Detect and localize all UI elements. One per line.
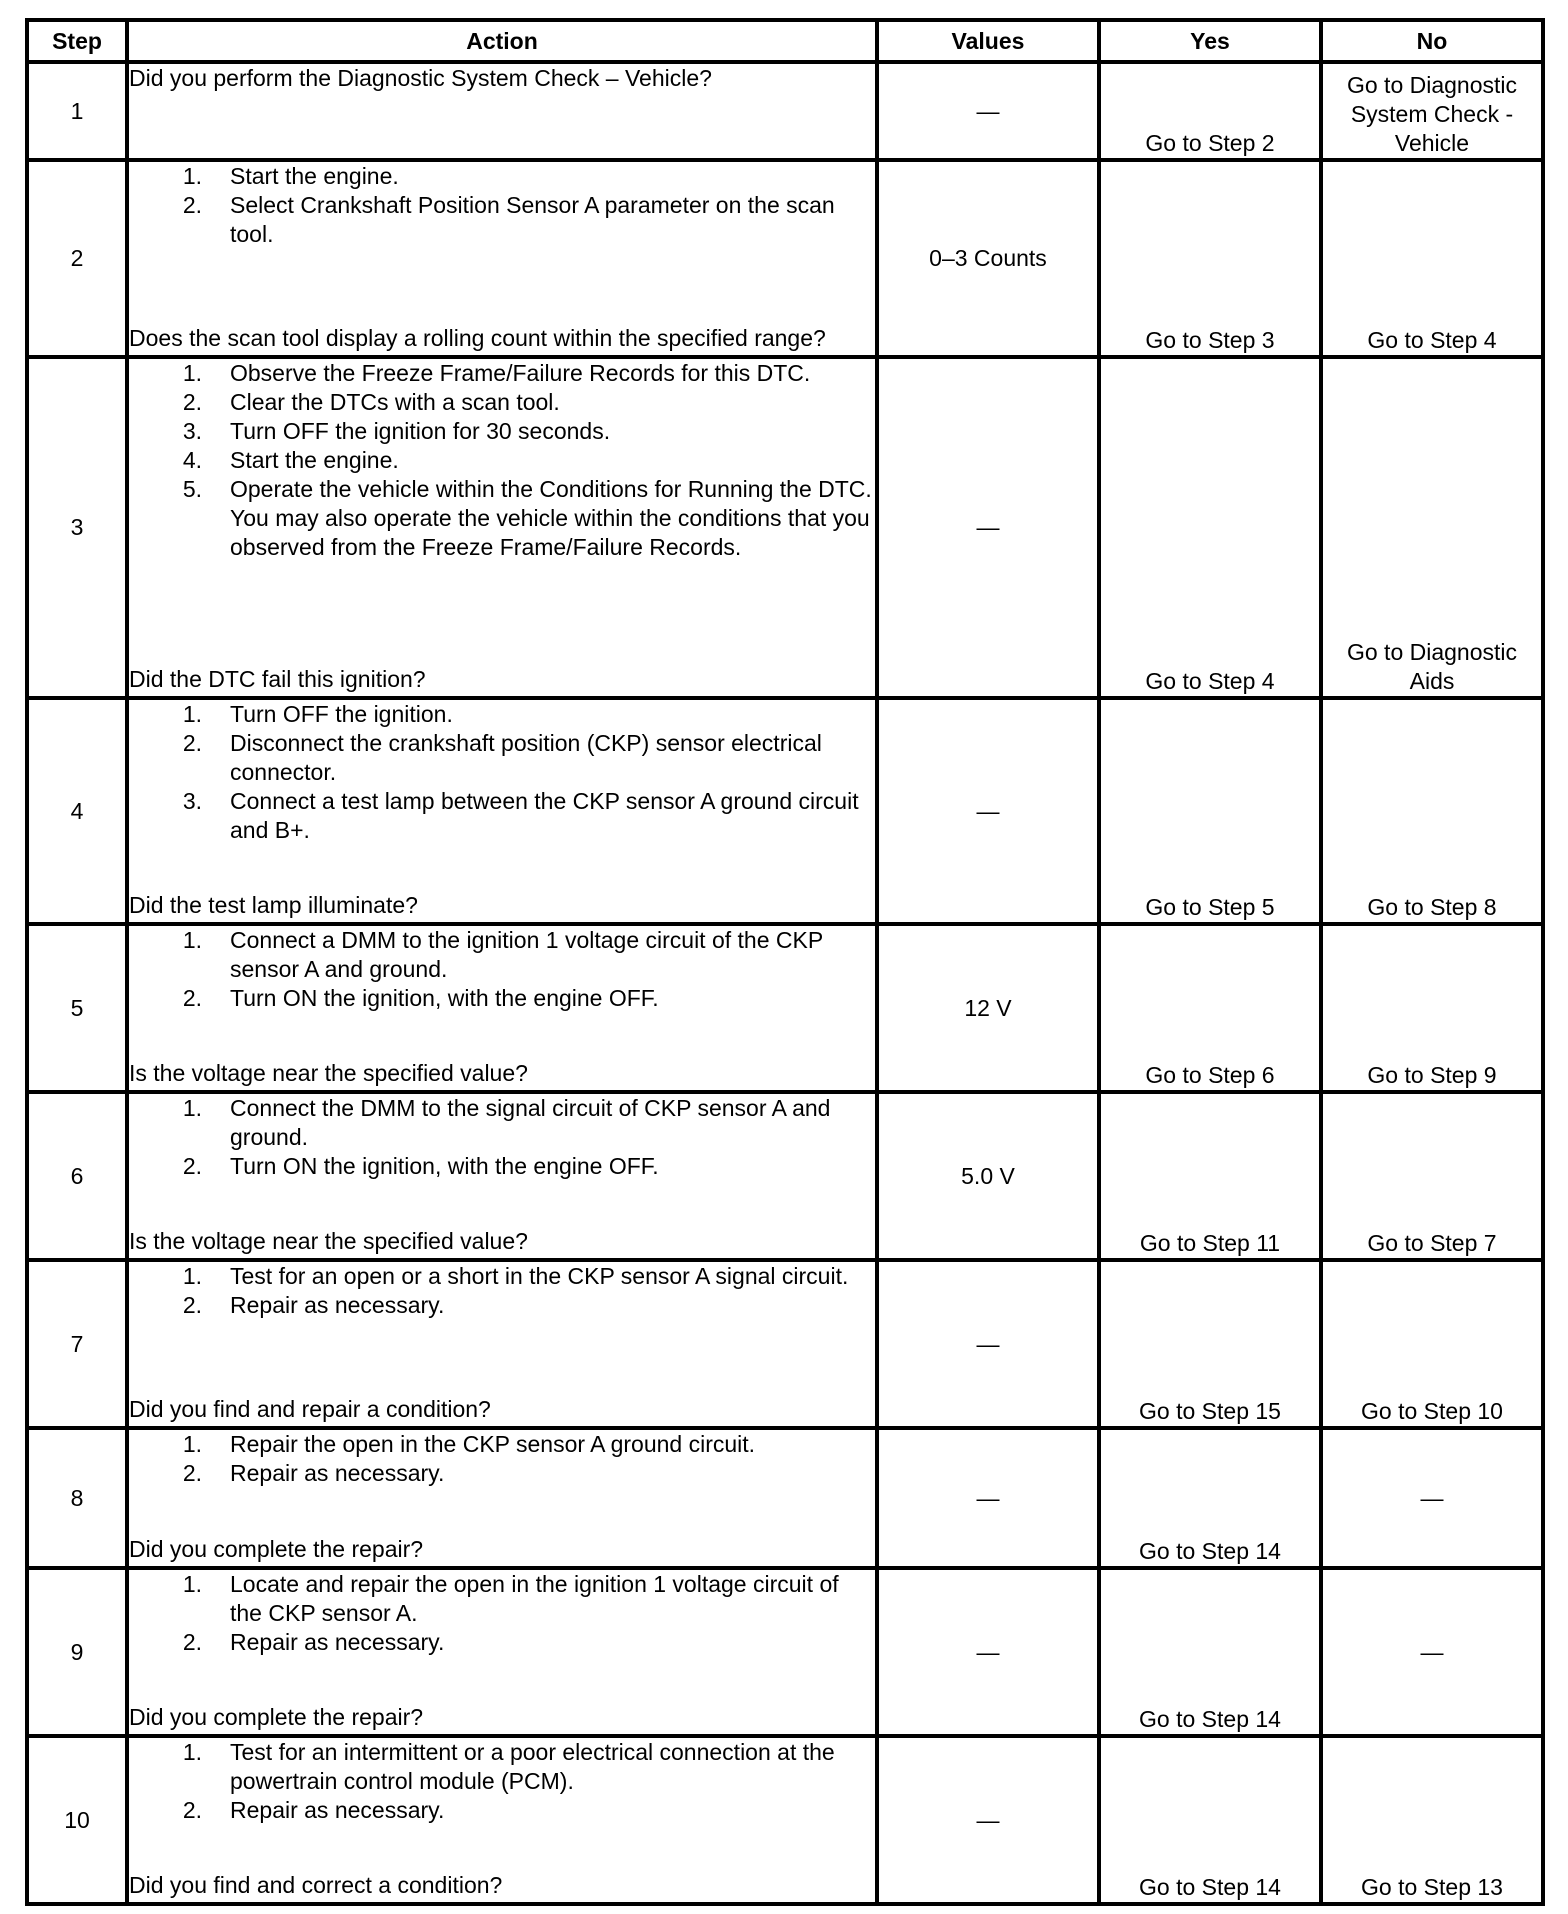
action-cell bbox=[127, 1736, 877, 1904]
action-step-number: 1. bbox=[182, 360, 202, 386]
action-steps-list bbox=[129, 1430, 875, 1488]
no-cell: Go to Step 8 bbox=[1321, 698, 1543, 924]
yes-cell: Go to Step 11 bbox=[1099, 1092, 1321, 1260]
action-steps-list bbox=[129, 700, 875, 845]
action-step-text: Turn ON the ignition, with the engine OFF. bbox=[230, 1153, 659, 1179]
action-cell bbox=[127, 1260, 877, 1428]
action-step-text: Test for an open or a short in the CKP sensor A signal circuit. bbox=[230, 1263, 849, 1289]
action-step bbox=[129, 417, 875, 446]
action-step-number: 1. bbox=[182, 1571, 202, 1597]
action-step bbox=[129, 926, 875, 984]
table-row bbox=[27, 357, 1543, 698]
action-step bbox=[129, 191, 875, 249]
diagnostic-table bbox=[25, 18, 1545, 1906]
action-step bbox=[129, 1459, 875, 1488]
action-step-number: 2. bbox=[182, 1153, 202, 1179]
action-step bbox=[129, 1628, 875, 1657]
step-number: 3 bbox=[27, 357, 127, 698]
action-step bbox=[129, 984, 875, 1013]
table-row bbox=[27, 1428, 1543, 1568]
table-row bbox=[27, 62, 1543, 160]
no-cell: Go to Diagnostic Aids bbox=[1321, 357, 1543, 698]
yes-cell: Go to Step 4 bbox=[1099, 357, 1321, 698]
action-step-text: Test for an intermittent or a poor electrical connection at the powertrain control module (PCM). bbox=[230, 1739, 835, 1794]
no-cell: Go to Step 9 bbox=[1321, 924, 1543, 1092]
header-action: Action bbox=[127, 20, 877, 62]
action-step bbox=[129, 359, 875, 388]
action-steps-list bbox=[129, 1738, 875, 1825]
step-number: 6 bbox=[27, 1092, 127, 1260]
header-yes: Yes bbox=[1099, 20, 1321, 62]
step-number: 10 bbox=[27, 1736, 127, 1904]
table-row bbox=[27, 160, 1543, 357]
value-cell: — bbox=[877, 1428, 1099, 1568]
action-step-number: 1. bbox=[182, 927, 202, 953]
action-step-text: Connect a test lamp between the CKP sensor A ground circuit and B+. bbox=[230, 788, 859, 843]
step-number: 7 bbox=[27, 1260, 127, 1428]
action-steps-list bbox=[129, 1570, 875, 1657]
action-step-number: 1. bbox=[182, 163, 202, 189]
action-step-text: Start the engine. bbox=[230, 163, 399, 189]
no-cell: Go to Step 4 bbox=[1321, 160, 1543, 357]
action-question: Did you find and repair a condition? bbox=[129, 1396, 491, 1422]
action-step-number: 4. bbox=[182, 447, 202, 473]
action-step-text: Connect the DMM to the signal circuit of CKP sensor A and ground. bbox=[230, 1095, 831, 1150]
action-step-text: Repair the open in the CKP sensor A ground circuit. bbox=[230, 1431, 756, 1457]
yes-cell: Go to Step 15 bbox=[1099, 1260, 1321, 1428]
action-step-text: Observe the Freeze Frame/Failure Records for this DTC. bbox=[230, 360, 811, 386]
action-step-text: Operate the vehicle within the Conditions for Running the DTC. You may also operate the vehicle within the conditions that you observed from the Freeze Frame/Failure Records. bbox=[230, 476, 872, 560]
action-step-text: Turn ON the ignition, with the engine OFF. bbox=[230, 985, 659, 1011]
action-question: Is the voltage near the specified value? bbox=[129, 1060, 528, 1086]
action-step bbox=[129, 1796, 875, 1825]
no-cell: — bbox=[1321, 1568, 1543, 1736]
action-step-number: 2. bbox=[182, 1629, 202, 1655]
action-step-number: 2. bbox=[182, 730, 202, 756]
action-question: Is the voltage near the specified value? bbox=[129, 1228, 528, 1254]
action-step-text: Repair as necessary. bbox=[230, 1292, 445, 1318]
action-step-text: Disconnect the crankshaft position (CKP) sensor electrical connector. bbox=[230, 730, 822, 785]
action-cell bbox=[127, 62, 877, 160]
value-cell: — bbox=[877, 62, 1099, 160]
action-step bbox=[129, 1291, 875, 1320]
table-row bbox=[27, 924, 1543, 1092]
value-cell: — bbox=[877, 357, 1099, 698]
action-cell bbox=[127, 698, 877, 924]
action-step-number: 1. bbox=[182, 1431, 202, 1457]
action-cell bbox=[127, 1428, 877, 1568]
yes-cell: Go to Step 5 bbox=[1099, 698, 1321, 924]
step-number: 2 bbox=[27, 160, 127, 357]
action-question: Did you find and correct a condition? bbox=[129, 1872, 503, 1898]
action-steps-list bbox=[129, 1262, 875, 1320]
table-row bbox=[27, 1568, 1543, 1736]
action-steps-list bbox=[129, 359, 875, 562]
action-steps-list bbox=[129, 162, 875, 249]
action-step bbox=[129, 1738, 875, 1796]
no-cell: Go to Step 10 bbox=[1321, 1260, 1543, 1428]
action-step bbox=[129, 475, 875, 562]
value-cell: 12 V bbox=[877, 924, 1099, 1092]
action-cell bbox=[127, 1568, 877, 1736]
no-cell: Go to Step 13 bbox=[1321, 1736, 1543, 1904]
action-step bbox=[129, 388, 875, 417]
yes-cell: Go to Step 3 bbox=[1099, 160, 1321, 357]
table-body bbox=[27, 62, 1543, 1904]
action-step-text: Turn OFF the ignition. bbox=[230, 701, 453, 727]
step-number: 1 bbox=[27, 62, 127, 160]
action-step-number: 1. bbox=[182, 1095, 202, 1121]
table-row bbox=[27, 1736, 1543, 1904]
table-row bbox=[27, 1092, 1543, 1260]
action-step-text: Repair as necessary. bbox=[230, 1629, 445, 1655]
action-step-text: Select Crankshaft Position Sensor A parameter on the scan tool. bbox=[230, 192, 835, 247]
action-question: Did the test lamp illuminate? bbox=[129, 892, 418, 918]
yes-cell: Go to Step 2 bbox=[1099, 62, 1321, 160]
yes-cell: Go to Step 14 bbox=[1099, 1428, 1321, 1568]
step-number: 4 bbox=[27, 698, 127, 924]
action-step-number: 1. bbox=[182, 701, 202, 727]
action-steps-list bbox=[129, 926, 875, 1013]
action-step-number: 2. bbox=[182, 1292, 202, 1318]
action-step-text: Connect a DMM to the ignition 1 voltage circuit of the CKP sensor A and ground. bbox=[230, 927, 823, 982]
action-step bbox=[129, 1570, 875, 1628]
action-question: Does the scan tool display a rolling count within the specified range? bbox=[129, 325, 826, 351]
action-step-number: 2. bbox=[182, 192, 202, 218]
action-steps-list bbox=[129, 1094, 875, 1181]
table-row bbox=[27, 1260, 1543, 1428]
yes-cell: Go to Step 14 bbox=[1099, 1568, 1321, 1736]
value-cell: — bbox=[877, 1260, 1099, 1428]
header-values: Values bbox=[877, 20, 1099, 62]
action-step bbox=[129, 1094, 875, 1152]
action-step-number: 3. bbox=[182, 788, 202, 814]
header-no: No bbox=[1321, 20, 1543, 62]
action-step-number: 2. bbox=[182, 1460, 202, 1486]
action-step-text: Start the engine. bbox=[230, 447, 399, 473]
action-step bbox=[129, 787, 875, 845]
action-step bbox=[129, 446, 875, 475]
action-step-text: Repair as necessary. bbox=[230, 1797, 445, 1823]
value-cell: — bbox=[877, 1568, 1099, 1736]
action-step-number: 1. bbox=[182, 1263, 202, 1289]
yes-cell: Go to Step 6 bbox=[1099, 924, 1321, 1092]
step-number: 5 bbox=[27, 924, 127, 1092]
action-step bbox=[129, 1430, 875, 1459]
action-cell bbox=[127, 160, 877, 357]
action-step bbox=[129, 1152, 875, 1181]
action-step-number: 5. bbox=[182, 476, 202, 502]
action-step-number: 3. bbox=[182, 418, 202, 444]
action-cell bbox=[127, 1092, 877, 1260]
no-cell: — bbox=[1321, 1428, 1543, 1568]
action-step-text: Locate and repair the open in the ignition 1 voltage circuit of the CKP sensor A. bbox=[230, 1571, 839, 1626]
action-cell bbox=[127, 357, 877, 698]
action-step bbox=[129, 729, 875, 787]
action-step-text: Turn OFF the ignition for 30 seconds. bbox=[230, 418, 611, 444]
value-cell: — bbox=[877, 698, 1099, 924]
table-row bbox=[27, 698, 1543, 924]
yes-cell: Go to Step 14 bbox=[1099, 1736, 1321, 1904]
action-question: Did you complete the repair? bbox=[129, 1704, 424, 1730]
action-step bbox=[129, 700, 875, 729]
header-step: Step bbox=[27, 20, 127, 62]
action-question: Did you perform the Diagnostic System Check – Vehicle? bbox=[129, 65, 712, 91]
action-step-number: 2. bbox=[182, 1797, 202, 1823]
action-step-text: Repair as necessary. bbox=[230, 1460, 445, 1486]
value-cell: — bbox=[877, 1736, 1099, 1904]
action-step bbox=[129, 1262, 875, 1291]
no-cell: Go to Diagnostic System Check - Vehicle bbox=[1321, 62, 1543, 160]
action-step-number: 2. bbox=[182, 985, 202, 1011]
action-question: Did you complete the repair? bbox=[129, 1536, 424, 1562]
step-number: 8 bbox=[27, 1428, 127, 1568]
value-cell: 5.0 V bbox=[877, 1092, 1099, 1260]
header-row bbox=[27, 20, 1543, 62]
action-step-number: 1. bbox=[182, 1739, 202, 1765]
value-cell: 0–3 Counts bbox=[877, 160, 1099, 357]
no-cell: Go to Step 7 bbox=[1321, 1092, 1543, 1260]
action-cell bbox=[127, 924, 877, 1092]
action-step bbox=[129, 162, 875, 191]
action-step-number: 2. bbox=[182, 389, 202, 415]
action-question: Did the DTC fail this ignition? bbox=[129, 666, 426, 692]
action-step-text: Clear the DTCs with a scan tool. bbox=[230, 389, 560, 415]
step-number: 9 bbox=[27, 1568, 127, 1736]
